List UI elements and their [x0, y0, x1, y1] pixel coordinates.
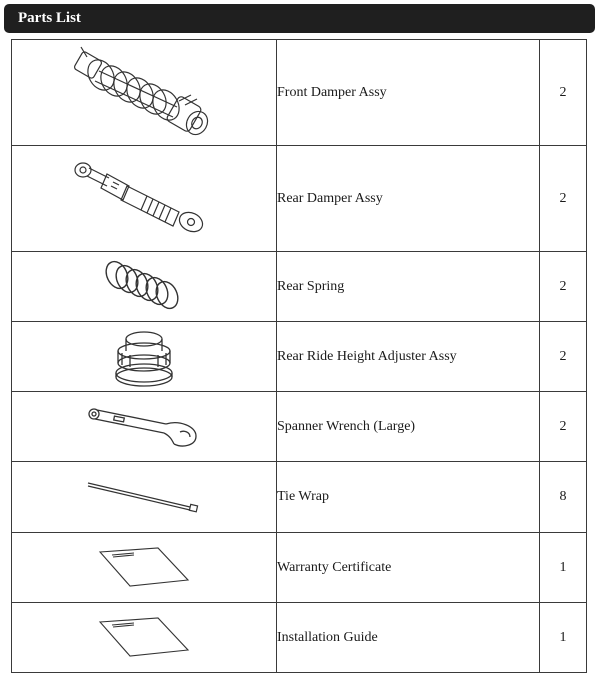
table-row	[12, 392, 587, 462]
front-damper-icon	[69, 45, 219, 140]
part-name: Spanner Wrench (Large)	[277, 392, 540, 462]
part-name: Rear Damper Assy	[277, 146, 540, 252]
part-image-cell	[12, 322, 277, 392]
table-row	[12, 322, 587, 392]
rear-spring-icon	[99, 257, 189, 317]
part-image-cell	[12, 392, 277, 462]
part-name: Rear Spring	[277, 252, 540, 322]
tie-wrap-icon	[84, 477, 204, 517]
part-quantity: 2	[540, 392, 587, 462]
part-quantity: 2	[540, 40, 587, 146]
rear-damper-icon	[69, 156, 219, 241]
table-row	[12, 252, 587, 322]
part-image-cell	[12, 146, 277, 252]
part-name: Tie Wrap	[277, 462, 540, 533]
part-image-cell	[12, 252, 277, 322]
part-quantity: 2	[540, 146, 587, 252]
table-row	[12, 533, 587, 603]
part-name: Warranty Certificate	[277, 533, 540, 603]
part-quantity: 1	[540, 533, 587, 603]
part-image-cell	[12, 533, 277, 603]
table-row	[12, 40, 587, 146]
part-image-cell	[12, 603, 277, 673]
part-quantity: 2	[540, 252, 587, 322]
part-name: Installation Guide	[277, 603, 540, 673]
ride-height-adjuster-icon	[104, 327, 184, 387]
part-name: Front Damper Assy	[277, 40, 540, 146]
part-image-cell	[12, 40, 277, 146]
installation-guide-icon	[94, 616, 194, 660]
part-quantity: 1	[540, 603, 587, 673]
part-name: Rear Ride Height Adjuster Assy	[277, 322, 540, 392]
part-quantity: 8	[540, 462, 587, 533]
warranty-certificate-icon	[94, 546, 194, 590]
parts-list-title: Parts List	[4, 4, 595, 33]
table-row	[12, 462, 587, 533]
spanner-wrench-icon	[84, 402, 204, 452]
table-row	[12, 603, 587, 673]
part-image-cell	[12, 462, 277, 533]
part-quantity: 2	[540, 322, 587, 392]
table-row	[12, 146, 587, 252]
parts-table	[11, 39, 587, 673]
